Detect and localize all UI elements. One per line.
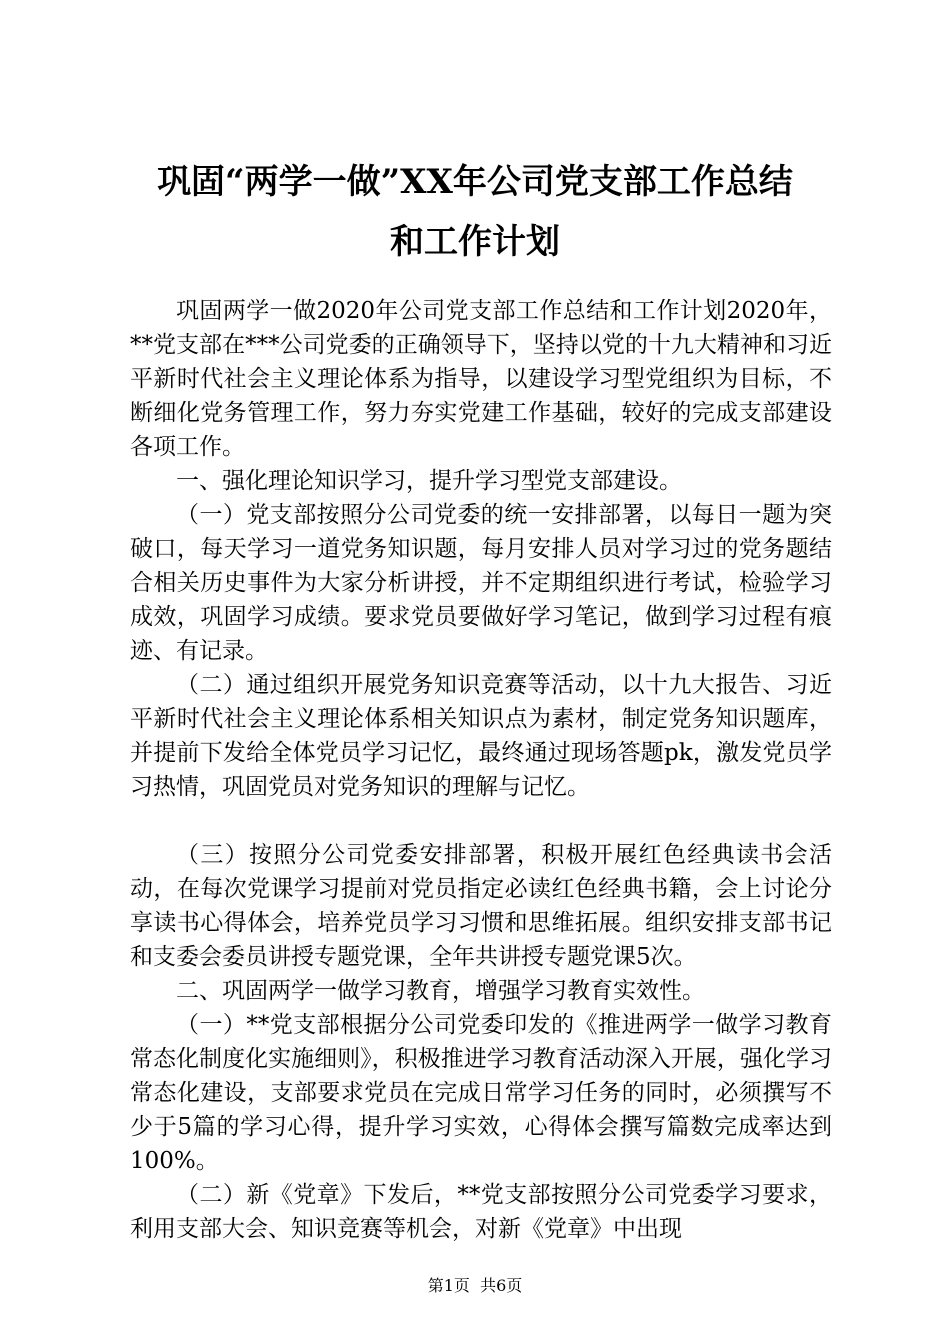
paragraph-1-1: （一）党支部按照分公司党委的统一安排部署，以每日一题为突破口，每天学习一道党务知识题，每月安排人员对学习过的党务题结合相关历史事件为大家分析讲授，并不定期组织进行考试，检验学习成效，巩固学习成绩。要求党员要做好学习笔记，做到学习过程有痕迹、有记录。 xyxy=(130,502,832,664)
page-footer: 第1页 共6页 xyxy=(427,1276,523,1295)
paragraph-1-2: （二）通过组织开展党务知识竞赛等活动，以十九大报告、习近平新时代社会主义理论体系相关知识点为素材，制定党务知识题库，并提前下发给全体党员学习记忆，最终通过现场答题pk，激发党员学习热情，巩固党员对党务知识的理解与记忆。 xyxy=(130,672,832,800)
paragraph-2-1: （一）**党支部根据分公司党委印发的《推进两学一做学习教育常态化制度化实施细则》，积极推进学习教育活动深入开展，强化学习常态化建设，支部要求党员在完成日常学习任务的同时，必须撰写不少于5篇的学习心得，提升学习实效，心得体会撰写篇数完成率达到100%。 xyxy=(130,1012,832,1174)
document-title-line-1: 巩固“两学一做”XX年公司党支部工作总结 xyxy=(157,162,793,202)
document-body xyxy=(130,294,832,1246)
section-heading-1: 一、强化理论知识学习，提升学习型党支部建设。 xyxy=(176,468,682,494)
paragraph-intro: 巩固两学一做2020年公司党支部工作总结和工作计划2020年，**党支部在***公司党委的正确领导下，坚持以党的十九大精神和习近平新时代社会主义理论体系为指导，以建设学习型党组织为目标，不断细化党务管理工作，努力夯实党建工作基础，较好的完成支部建设各项工作。 xyxy=(130,298,832,460)
section-heading-2: 二、巩固两学一做学习教育，增强学习教育实效性。 xyxy=(176,978,705,1004)
paragraph-1-3: （三）按照分公司党委安排部署，积极开展红色经典读书会活动，在每次党课学习提前对党员指定必读红色经典书籍，会上讨论分享读书心得体会，培养党员学习习惯和思维拓展。组织安排支部书记和支委会委员讲授专题党课，全年共讲授专题党课5次。 xyxy=(130,842,832,970)
paragraph-2-2: （二）新《党章》下发后，**党支部按照分公司党委学习要求，利用支部大会、知识竞赛等机会，对新《党章》中出现 xyxy=(130,1182,832,1242)
document-title-line-2: 和工作计划 xyxy=(390,222,560,262)
